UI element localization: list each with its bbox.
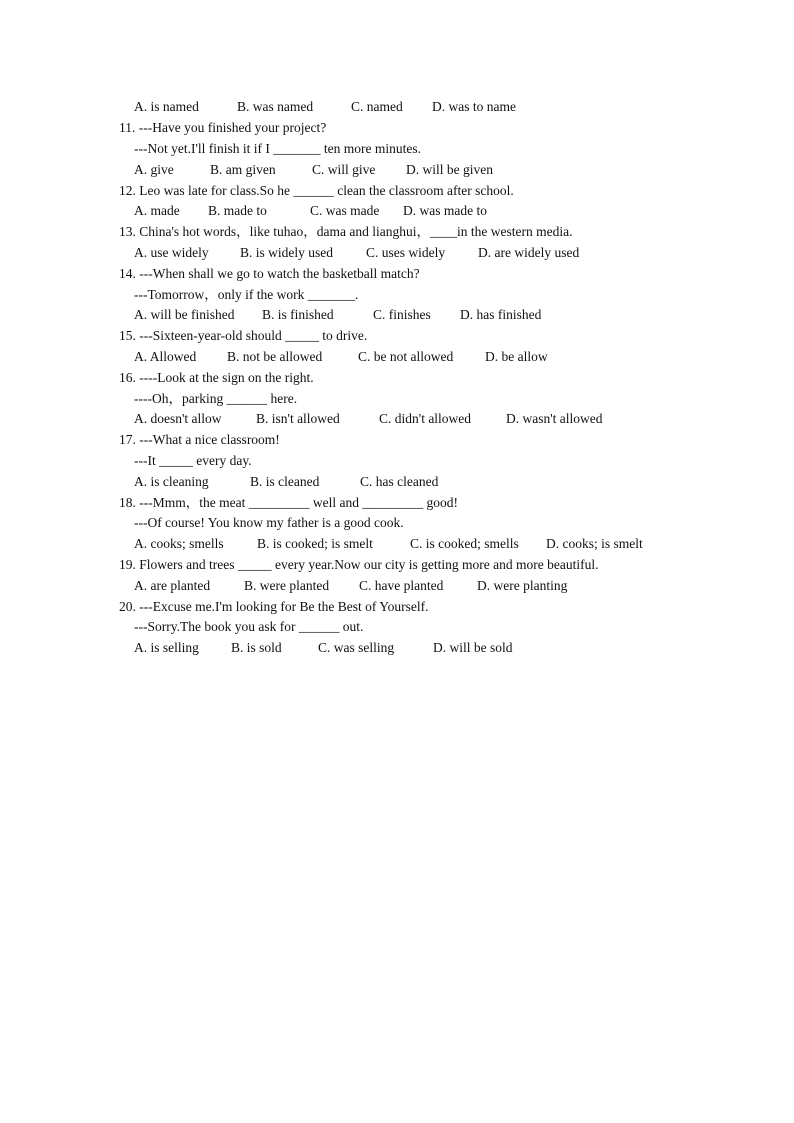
q20-stem: 20. ---Excuse me.I'm looking for Be the Best of Yourself. (119, 599, 429, 614)
q19-option-b: B. were planted (244, 578, 330, 593)
q16-options (0, 408, 794, 429)
q14-option-b: B. is finished (262, 307, 334, 322)
q17-option-a: A. is cleaning (134, 474, 209, 489)
q19-stem: 19. Flowers and trees _____ every year.Now our city is getting more and more beautiful. (119, 557, 599, 572)
q11-option-d: D. will be given (406, 162, 493, 177)
q15-option-b: B. not be allowed (227, 349, 323, 364)
q13-options (0, 242, 794, 263)
q14-option-d: D. has finished (460, 307, 542, 322)
q16-option-b: B. isn't allowed (256, 411, 340, 426)
q12-stem: 12. Leo was late for class.So he ______ clean the classroom after school. (119, 183, 514, 198)
q11-stem: 11. ---Have you finished your project? (119, 120, 327, 135)
q18-option-a: A. cooks; smells (134, 536, 224, 551)
q13-option-a: A. use widely (134, 245, 209, 260)
q17-option-b: B. is cleaned (250, 474, 320, 489)
q14-stem: 14. ---When shall we go to watch the basketball match? (119, 266, 420, 281)
q13-option-c: C. uses widely (366, 245, 446, 260)
q15-option-a: A. Allowed (134, 349, 197, 364)
q20-option-c: C. was selling (318, 640, 395, 655)
q14-reply: ---Tomorrow，only if the work _______. (134, 287, 359, 302)
q17-stem: 17. ---What a nice classroom! (119, 432, 280, 447)
q10-options (0, 96, 794, 117)
q18-option-c: C. is cooked; smells (410, 536, 519, 551)
q17-option-c: C. has cleaned (360, 474, 439, 489)
q18-options (0, 533, 794, 554)
q16-option-a: A. doesn't allow (134, 411, 222, 426)
q15-option-c: C. be not allowed (358, 349, 454, 364)
q12-option-c: C. was made (310, 203, 380, 218)
q17-options (0, 471, 794, 492)
q18-stem: 18. ---Mmm，the meat _________ well and _________ good! (119, 495, 458, 510)
q18-option-b: B. is cooked; is smelt (257, 536, 373, 551)
q13-option-b: B. is widely used (240, 245, 333, 260)
q20-option-b: B. is sold (231, 640, 282, 655)
q17-reply: ---It _____ every day. (134, 453, 252, 468)
q18-reply: ---Of course! You know my father is a good cook. (134, 515, 404, 530)
q10-option-b: B. was named (237, 99, 314, 114)
q19-option-d: D. were planting (477, 578, 568, 593)
q13-option-d: D. are widely used (478, 245, 580, 260)
q14-option-a: A. will be finished (134, 307, 235, 322)
q20-reply: ---Sorry.The book you ask for ______ out. (134, 619, 364, 634)
q12-options (0, 200, 794, 221)
q15-options (0, 346, 794, 367)
q11-reply: ---Not yet.I'll finish it if I _______ ten more minutes. (134, 141, 422, 156)
q10-option-c: C. named (351, 99, 403, 114)
q12-option-b: B. made to (208, 203, 267, 218)
q20-option-a: A. is selling (134, 640, 199, 655)
q18-option-d: D. cooks; is smelt (546, 536, 643, 551)
q19-option-a: A. are planted (134, 578, 211, 593)
q12-option-a: A. made (134, 203, 180, 218)
q12-option-d: D. was made to (403, 203, 487, 218)
q20-options (0, 637, 794, 658)
q10-option-d: D. was to name (432, 99, 516, 114)
q11-option-b: B. am given (210, 162, 276, 177)
q16-option-d: D. wasn't allowed (506, 411, 603, 426)
q14-options (0, 304, 794, 325)
q15-stem: 15. ---Sixteen-year-old should _____ to drive. (119, 328, 368, 343)
q11-option-c: C. will give (312, 162, 376, 177)
q16-stem: 16. ----Look at the sign on the right. (119, 370, 314, 385)
q13-stem: 13. China's hot words，like tuhao，dama and lianghui，____in the western media. (119, 224, 573, 239)
q11-options (0, 159, 794, 180)
q14-option-c: C. finishes (373, 307, 431, 322)
q11-option-a: A. give (134, 162, 174, 177)
q19-options (0, 575, 794, 596)
q20-option-d: D. will be sold (433, 640, 513, 655)
q15-option-d: D. be allow (485, 349, 548, 364)
q19-option-c: C. have planted (359, 578, 444, 593)
q10-option-a: A. is named (134, 99, 199, 114)
q16-reply: ----Oh，parking ______ here. (134, 391, 298, 406)
q16-option-c: C. didn't allowed (379, 411, 472, 426)
